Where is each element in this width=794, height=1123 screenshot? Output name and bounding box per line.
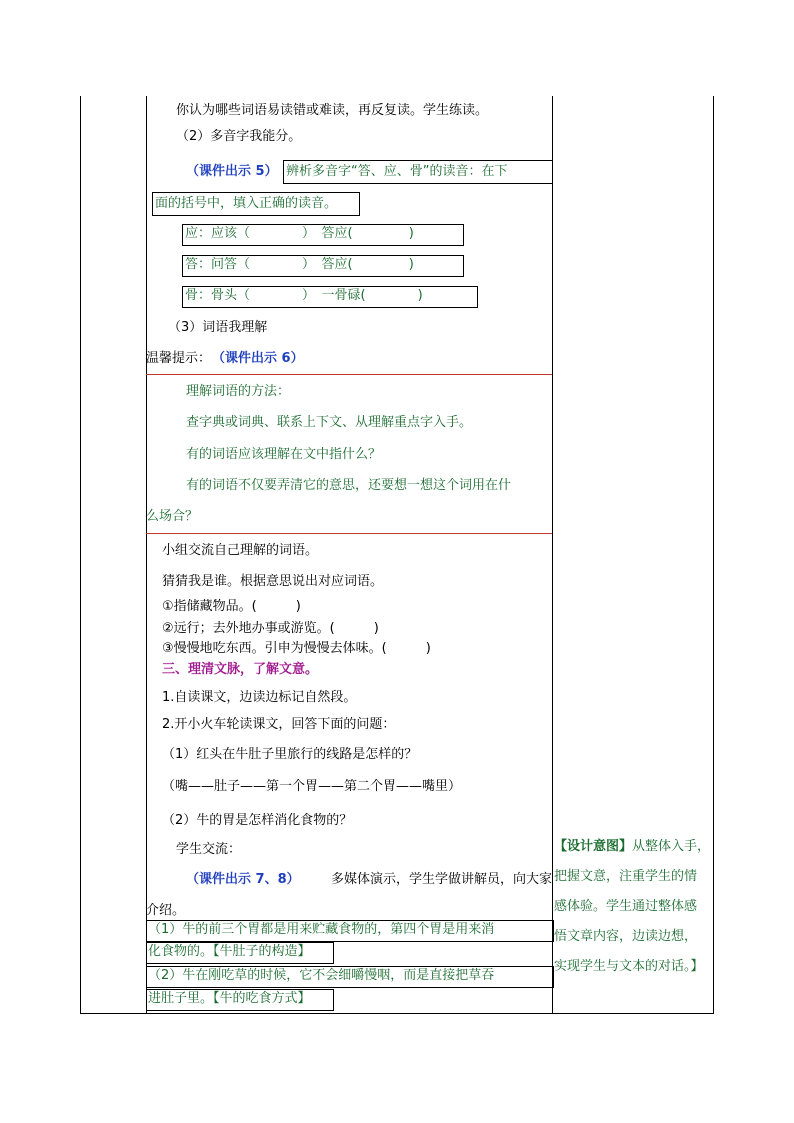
guess-who: 猜猜我是谁。根据意思说出对应词语。 (162, 574, 384, 589)
design-intent-line1: 从整体入手， (632, 839, 711, 854)
design-intent-line3: 感体验。学生通过整体感 (554, 899, 698, 914)
design-intent-line5: 实现学生与文本的对话。】 (554, 959, 704, 974)
tip-box-bottom (146, 533, 552, 534)
courseware-label-6: （课件出示 6） (212, 351, 304, 366)
table-border-col1 (146, 96, 147, 1014)
table-border-bottom (80, 1013, 714, 1014)
courseware-label-5: （课件出示 5） (186, 164, 278, 179)
group-discuss: 小组交流自己理解的词语。 (162, 543, 319, 558)
tip-prefix: 温馨提示： (146, 351, 212, 366)
row-gu: 骨：骨头（ ） 一骨碌( ) (185, 288, 423, 303)
tip-method-1: 查字典或词典、联系上下文、从理解重点字入手。 (186, 415, 473, 430)
guess-item-3: ③慢慢地吃东西。引申为慢慢去体味。( ) (162, 641, 431, 656)
stomach-fact-1-cont: 化食物的。【牛肚子的构造】 (148, 944, 311, 959)
polyphone-instruction: 辨析多音字“答、应、骨”的读音：在下 (286, 164, 508, 179)
multimedia-demo: 多媒体演示，学生学做讲解员，向大家 (331, 872, 553, 887)
row-da: 答：问答（ ） 答应( ) (185, 257, 414, 272)
table-border-left (80, 96, 81, 1014)
courseware-label-7-8: （课件出示 7、8） (186, 872, 300, 887)
tip-method-2: 有的词语应该理解在文中指什么？ (186, 447, 382, 462)
question-2: （2）牛的胃是怎样消化食物的？ (162, 813, 353, 828)
guess-item-2: ②远行；去外地办事或游览。( ) (162, 621, 379, 636)
tip-method-3: 有的词语不仅要弄清它的意思，还要想一想这个词用在什 (186, 478, 512, 493)
introduce: 介绍。 (146, 903, 186, 918)
table-border-right (713, 96, 714, 1014)
stomach-fact-2: （2）牛在刚吃草的时候，它不会细嚼慢咽，而是直接把草吞 (148, 968, 495, 983)
step-2: 2.开小火车轮读课文，回答下面的问题： (162, 717, 396, 732)
design-intent-label: 【设计意图】 (554, 839, 633, 854)
tip-method-title: 理解词语的方法： (186, 384, 291, 399)
stomach-fact-1: （1）牛的前三个胃都是用来贮藏食物的，第四个胃是用来消 (148, 922, 495, 937)
table-border-col2 (552, 96, 553, 1014)
answer-1: （嘴——肚子——第一个胃——第二个胃——嘴里） (162, 779, 462, 794)
tip-method-3-cont: 么场合？ (146, 509, 199, 524)
stomach-fact-2-cont: 进肚子里。【牛的吃食方式】 (148, 991, 311, 1006)
line-polyphone-title: （2）多音字我能分。 (176, 129, 302, 144)
question-1: （1）红头在牛肚子里旅行的线路是怎样的？ (162, 747, 418, 762)
row-ying: 应：应该（ ） 答应( ) (185, 226, 414, 241)
line-reread: 你认为哪些词语易读错或难读，再反复读。学生练读。 (176, 103, 489, 118)
design-intent-title (554, 838, 710, 856)
design-intent-line4: 悟文章内容，边读边想， (554, 929, 698, 944)
step-1: 1.自读课文，边读边标记自然段。 (162, 690, 357, 705)
student-exchange: 学生交流： (176, 842, 242, 857)
line-word-understand: （3）词语我理解 (168, 320, 268, 335)
guess-item-1: ①指储藏物品。( ) (162, 599, 301, 614)
polyphone-instruction-cont: 面的括号中，填入正确的读音。 (155, 196, 338, 211)
section-heading-3: 三、理清文脉，了解文意。 (162, 662, 319, 677)
tip-box-top (146, 374, 552, 375)
design-intent-line2: 把握文意，注重学生的情 (554, 869, 698, 884)
